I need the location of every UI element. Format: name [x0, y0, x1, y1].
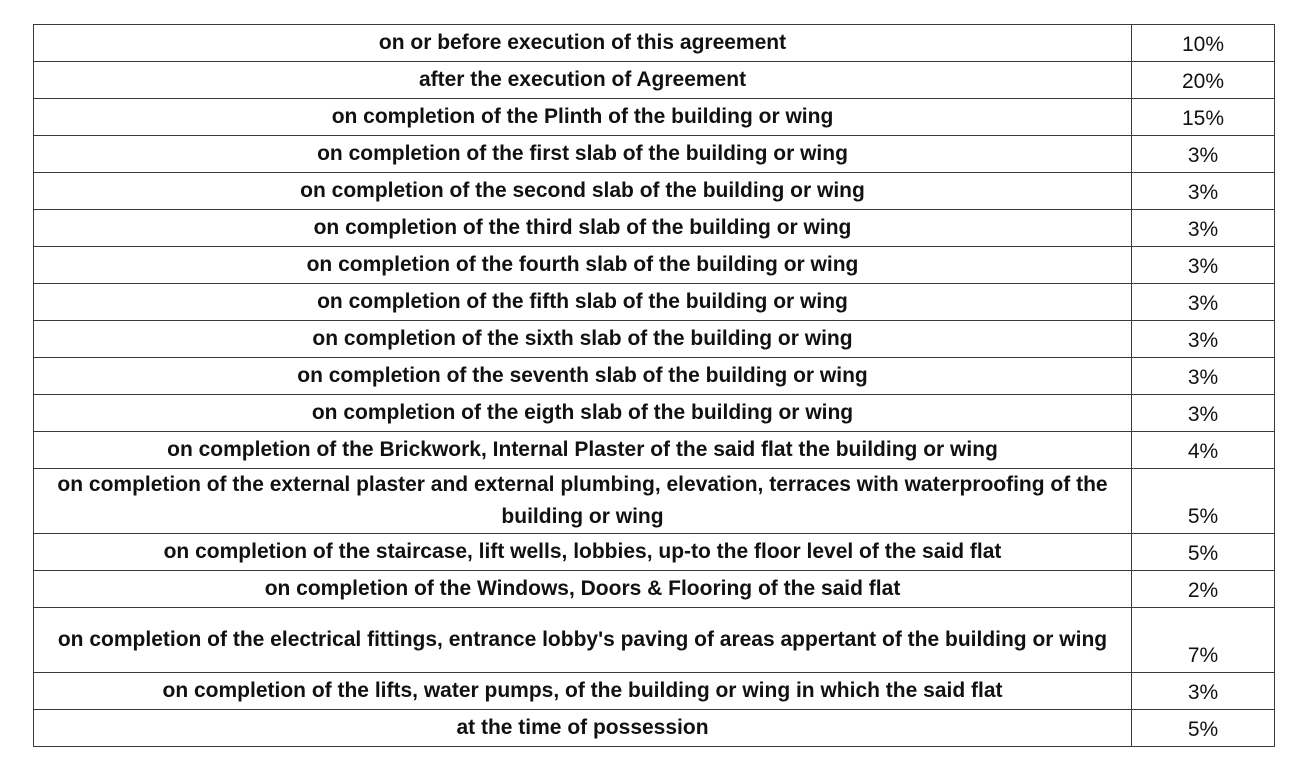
percent-cell: 5% [1132, 710, 1275, 747]
stage-cell: on completion of the external plaster and external plumbing, elevation, terraces with waterproofing of the building or wing [34, 469, 1132, 534]
table-row [34, 358, 1275, 395]
percent-cell: 3% [1132, 210, 1275, 247]
percent-cell: 3% [1132, 136, 1275, 173]
table-row [34, 25, 1275, 62]
percent-cell: 3% [1132, 673, 1275, 710]
percent-cell: 7% [1132, 608, 1275, 673]
stage-cell: on completion of the first slab of the building or wing [34, 136, 1132, 173]
stage-cell: on completion of the eigth slab of the building or wing [34, 395, 1132, 432]
stage-cell: at the time of possession [34, 710, 1132, 747]
table-row [34, 321, 1275, 358]
table-row [34, 673, 1275, 710]
table-row [34, 571, 1275, 608]
table-row [34, 284, 1275, 321]
table-row [34, 62, 1275, 99]
stage-cell: on completion of the staircase, lift wells, lobbies, up-to the floor level of the said flat [34, 534, 1132, 571]
stage-cell: on completion of the fourth slab of the building or wing [34, 247, 1132, 284]
percent-cell: 5% [1132, 469, 1275, 534]
percent-cell: 3% [1132, 173, 1275, 210]
table-row [34, 173, 1275, 210]
percent-cell: 5% [1132, 534, 1275, 571]
payment-schedule-table [33, 24, 1275, 747]
table-row [34, 534, 1275, 571]
percent-cell: 3% [1132, 321, 1275, 358]
table-row [34, 247, 1275, 284]
stage-cell: on completion of the Brickwork, Internal Plaster of the said flat the building or wing [34, 432, 1132, 469]
percent-cell: 3% [1132, 395, 1275, 432]
percent-cell: 2% [1132, 571, 1275, 608]
stage-cell: on completion of the Windows, Doors & Flooring of the said flat [34, 571, 1132, 608]
percent-cell: 10% [1132, 25, 1275, 62]
stage-cell: on or before execution of this agreement [34, 25, 1132, 62]
table-row [34, 99, 1275, 136]
stage-cell: on completion of the seventh slab of the building or wing [34, 358, 1132, 395]
table-row [34, 395, 1275, 432]
stage-cell: on completion of the fifth slab of the building or wing [34, 284, 1132, 321]
percent-cell: 4% [1132, 432, 1275, 469]
percent-cell: 15% [1132, 99, 1275, 136]
table-row [34, 710, 1275, 747]
percent-cell: 3% [1132, 358, 1275, 395]
stage-cell: on completion of the electrical fittings, entrance lobby's paving of areas appertant of the building or wing [34, 608, 1132, 673]
stage-cell: on completion of the second slab of the building or wing [34, 173, 1132, 210]
table-row [34, 469, 1275, 534]
stage-cell: on completion of the sixth slab of the building or wing [34, 321, 1132, 358]
stage-cell: on completion of the Plinth of the building or wing [34, 99, 1132, 136]
table-row [34, 136, 1275, 173]
percent-cell: 3% [1132, 284, 1275, 321]
table-row [34, 210, 1275, 247]
stage-cell: after the execution of Agreement [34, 62, 1132, 99]
stage-cell: on completion of the third slab of the building or wing [34, 210, 1132, 247]
table-row [34, 432, 1275, 469]
stage-cell: on completion of the lifts, water pumps, of the building or wing in which the said flat [34, 673, 1132, 710]
percent-cell: 3% [1132, 247, 1275, 284]
table-row [34, 608, 1275, 673]
percent-cell: 20% [1132, 62, 1275, 99]
